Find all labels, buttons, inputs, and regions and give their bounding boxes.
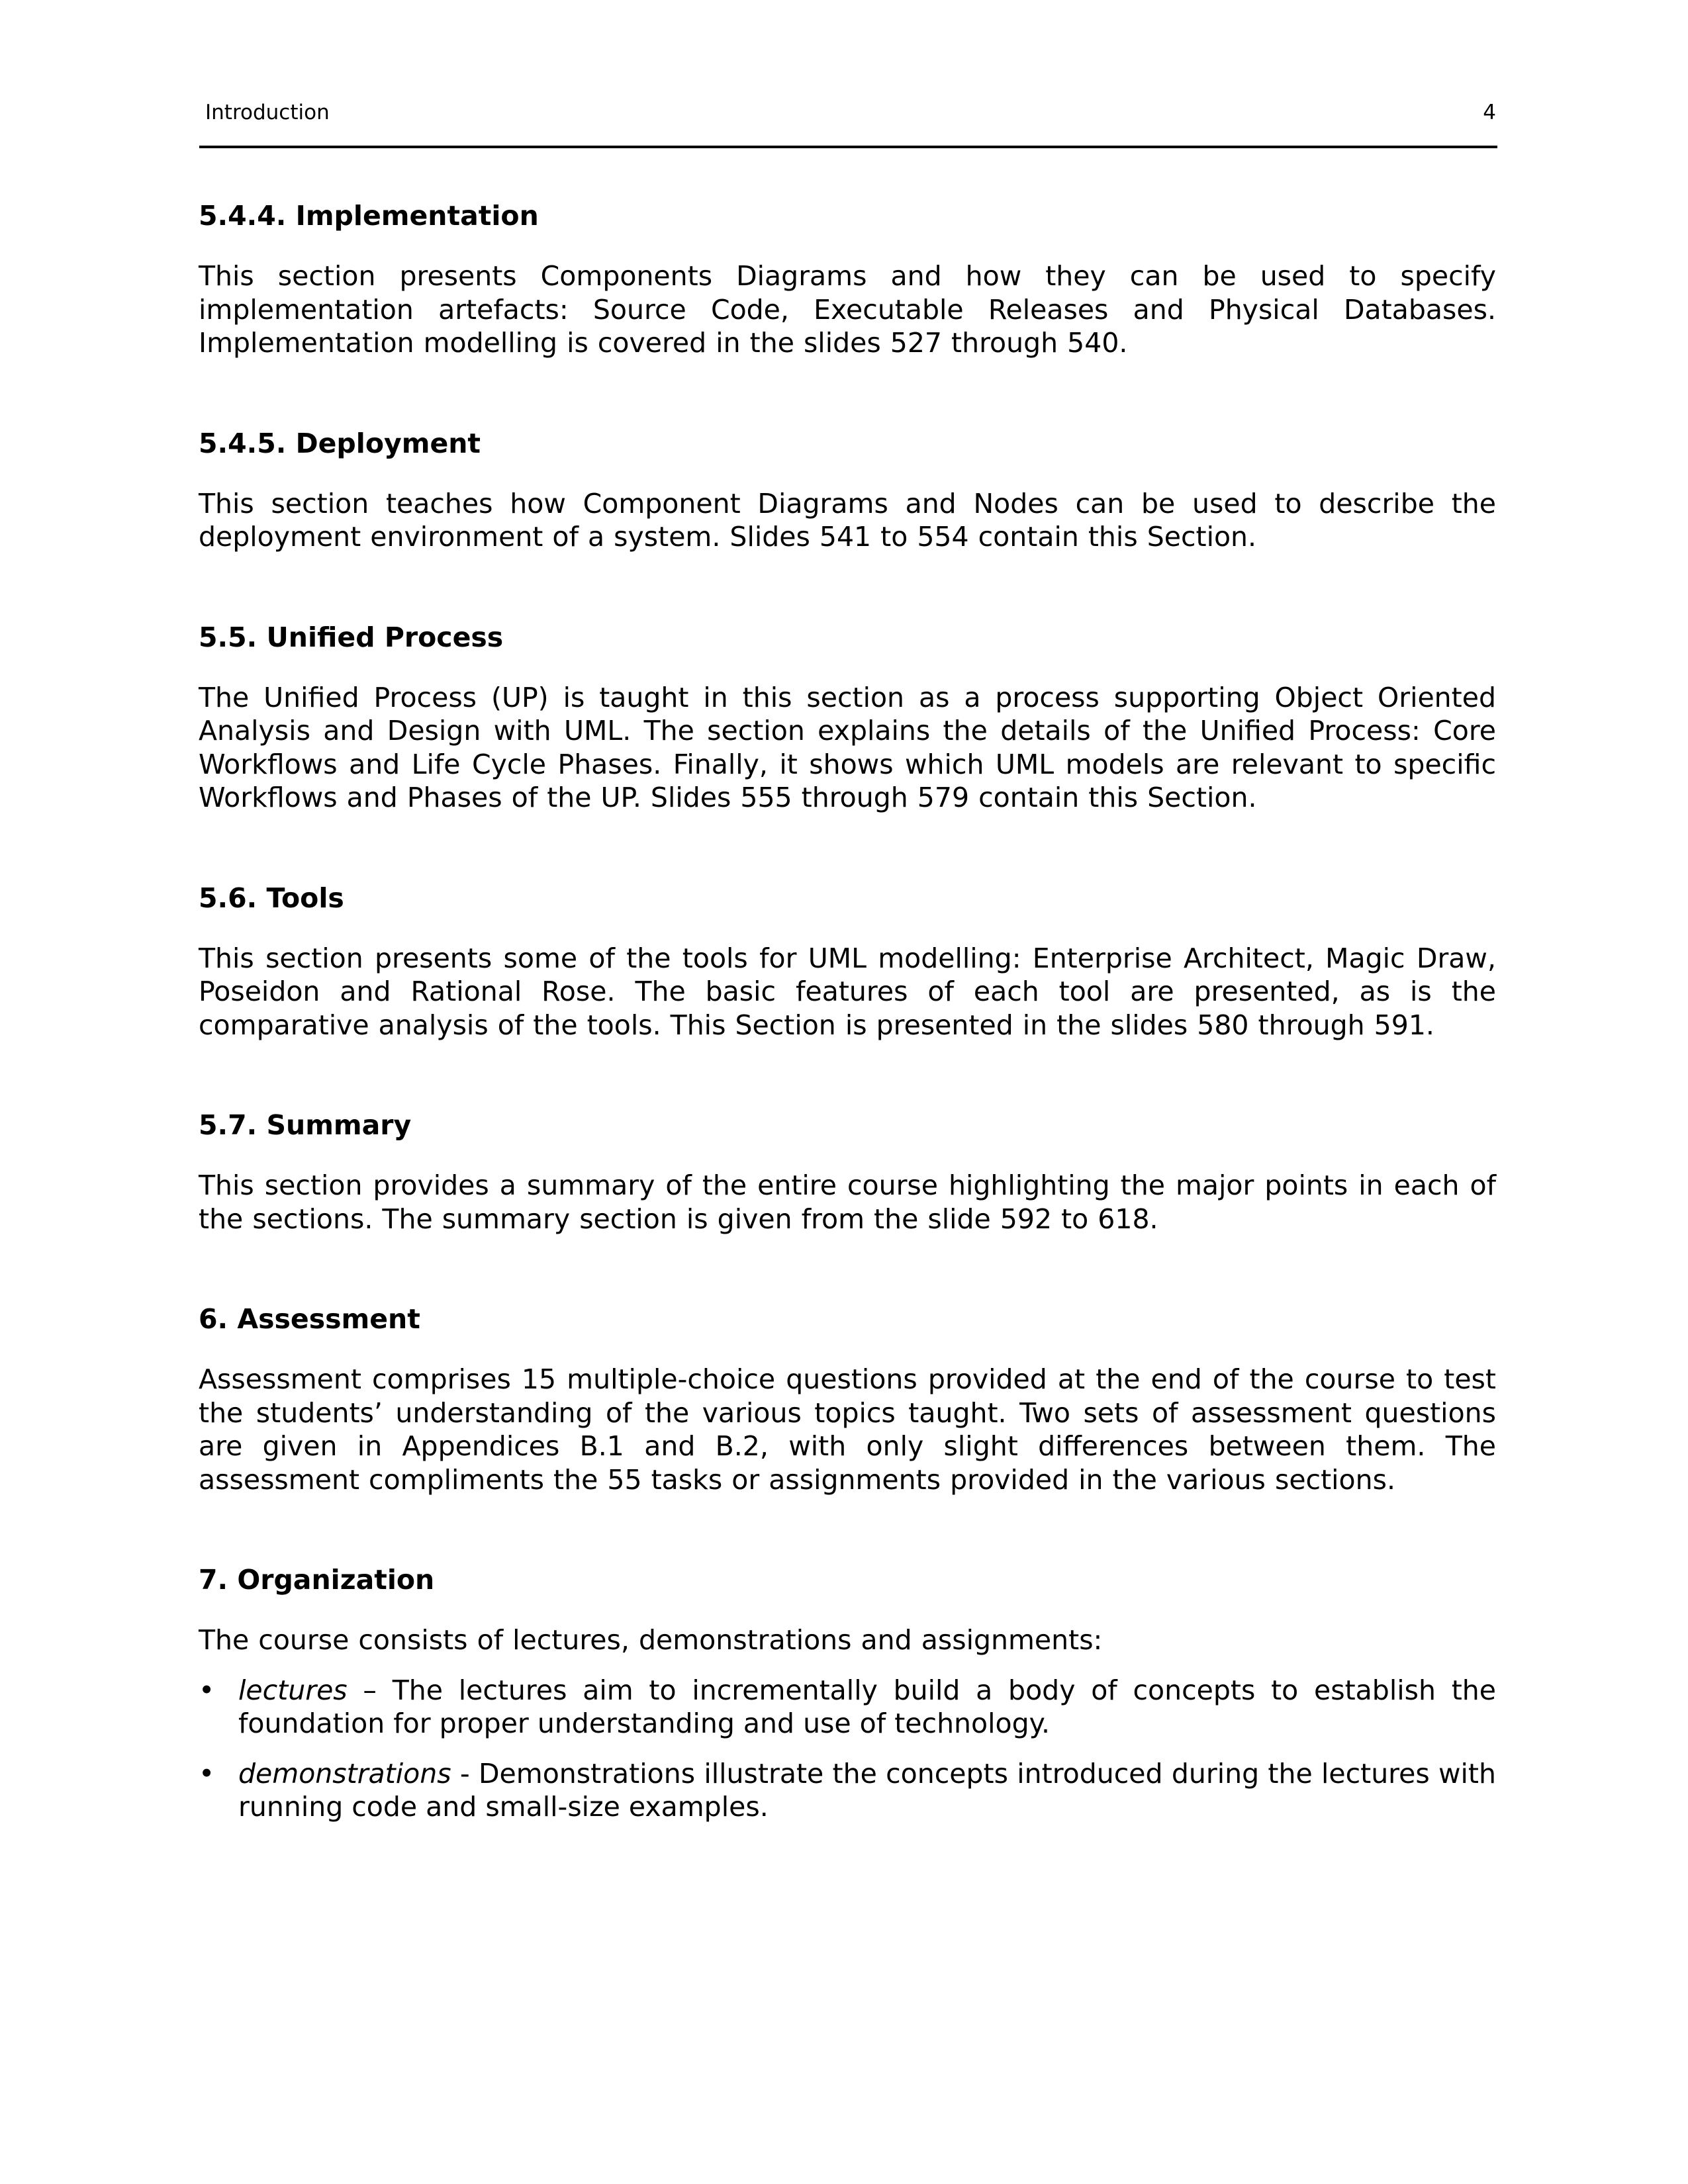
paragraph-tools: This section presents some of the tools for UML modelling: Enterprise Architect, Magic Draw, Poseidon and Rational Rose. The basic features of each tool are presented, as is the comparative analysis of the tools. This Section is presented in the slides 580 through 591.	[199, 942, 1496, 1041]
bullet-icon: •	[199, 1757, 215, 1790]
list-item-lectures	[199, 1674, 1496, 1741]
heading-unified-process: 5.5. Unified Process	[199, 621, 504, 653]
page-number: 4	[1483, 101, 1496, 124]
running-header	[205, 99, 1496, 126]
header-title: Introduction	[205, 101, 330, 124]
heading-assessment: 6. Assessment	[199, 1303, 420, 1335]
paragraph-implementation: This section presents Components Diagrams and how they can be used to specify implementation artefacts: Source Code, Executable Releases and Physical Databases. Implementation modelling is covered in the slides 527 through 540.	[199, 260, 1496, 359]
heading-organization: 7. Organization	[199, 1564, 435, 1596]
paragraph-summary: This section provides a summary of the entire course highlighting the major points in each of the sections. The summary section is given from the slide 592 to 618.	[199, 1169, 1496, 1235]
list-item-demonstrations	[199, 1757, 1496, 1824]
heading-implementation: 5.4.4. Implementation	[199, 200, 539, 232]
header-divider	[199, 146, 1497, 148]
body-content	[199, 199, 1496, 1841]
description-lectures: – The lectures aim to incrementally build a body of concepts to establish the foundation for proper understanding and use of technology.	[238, 1674, 1496, 1739]
heading-tools: 5.6. Tools	[199, 882, 344, 914]
paragraph-organization: The course consists of lectures, demonstrations and assignments:	[199, 1624, 1103, 1656]
term-demonstrations: demonstrations	[238, 1757, 451, 1790]
paragraph-unified-process: The Unified Process (UP) is taught in this section as a process supporting Object Oriented Analysis and Design with UML. The section explains the details of the Unified Process: Core Workflows and Life Cycle Phases. Finally, it shows which UML models are relevant to specific Workflows and Phases of the UP. Slides 555 through 579 contain this Section.	[199, 681, 1496, 813]
organization-list	[199, 1674, 1496, 1824]
paragraph-deployment: This section teaches how Component Diagrams and Nodes can be used to describe the deployment environment of a system. Slides 541 to 554 contain this Section.	[199, 487, 1496, 553]
description-demonstrations: - Demonstrations illustrate the concepts introduced during the lectures with running code and small-size examples.	[238, 1757, 1496, 1823]
paragraph-assessment: Assessment comprises 15 multiple-choice questions provided at the end of the course to test the students’ understanding of the various topics taught. Two sets of assessment questions are given in Appendices B.1 and B.2, with only slight differences between them. The assessment compliments the 55 tasks or assignments provided in the various sections.	[199, 1363, 1496, 1496]
term-lectures: lectures	[238, 1674, 348, 1706]
heading-summary: 5.7. Summary	[199, 1109, 412, 1141]
bullet-icon: •	[199, 1674, 215, 1706]
heading-deployment: 5.4.5. Deployment	[199, 427, 481, 459]
